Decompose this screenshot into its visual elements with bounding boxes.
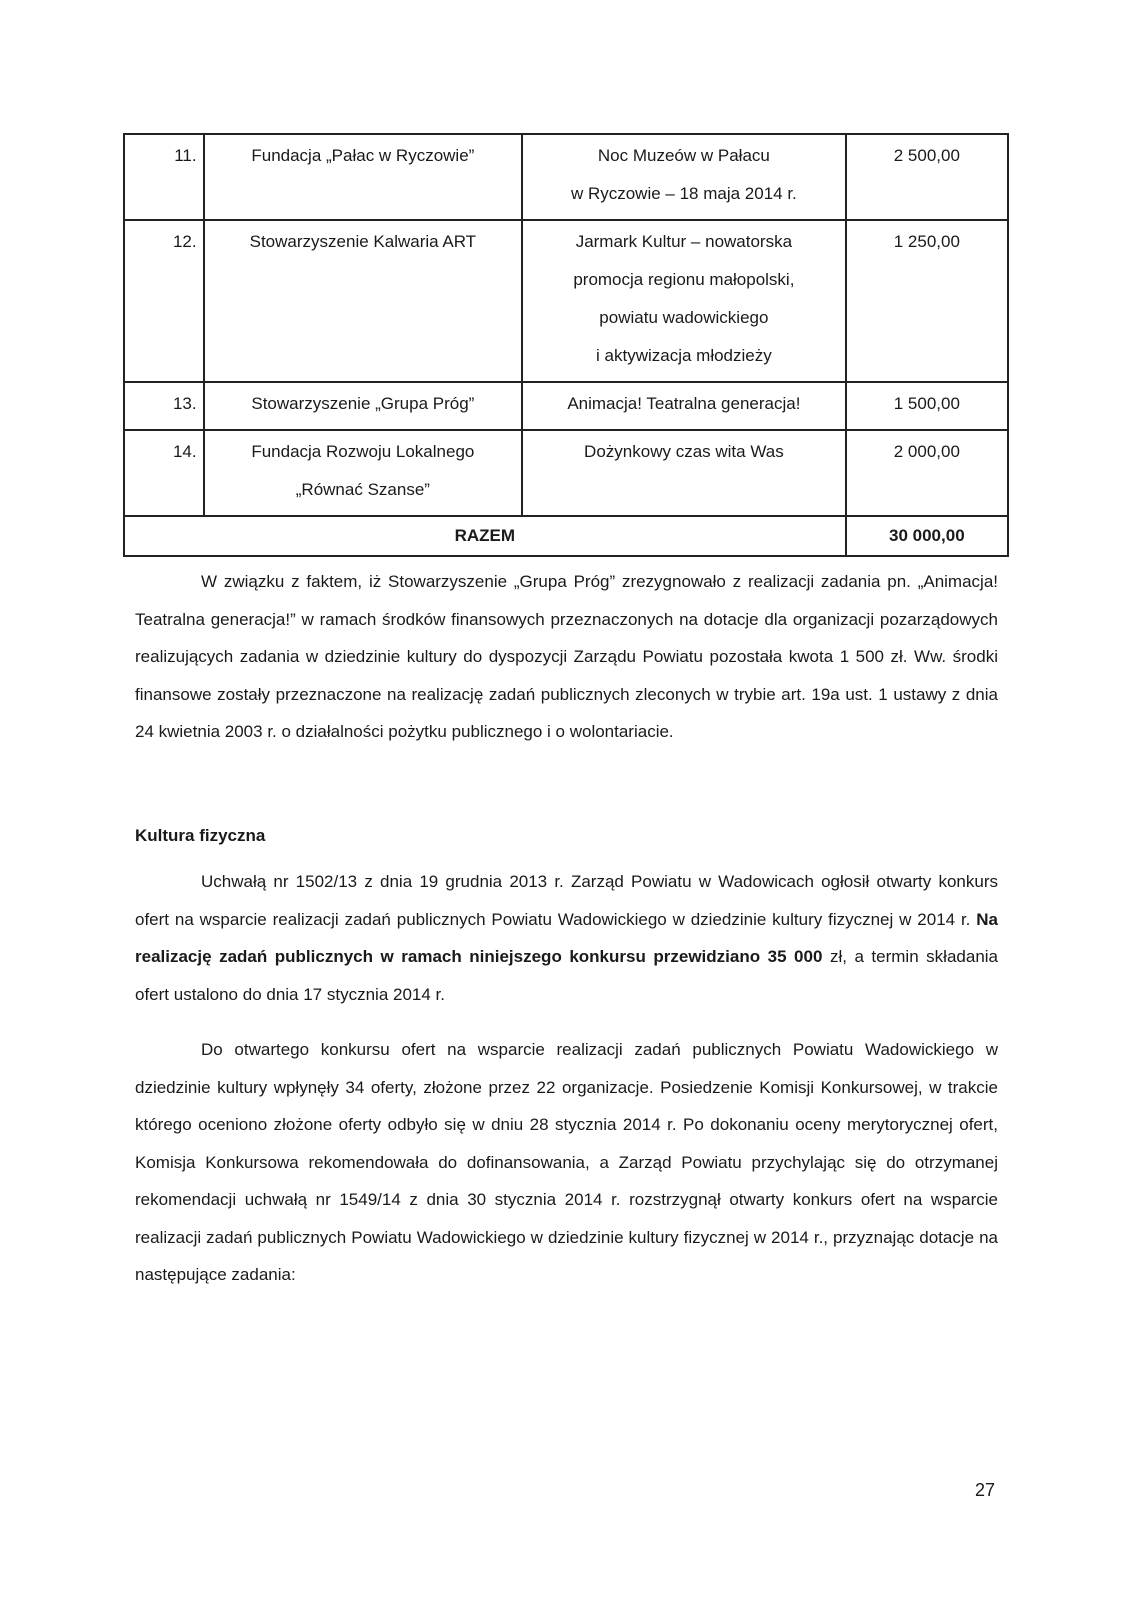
- amount-cell: 1 500,00: [846, 382, 1008, 430]
- organization-line: Stowarzyszenie „Grupa Próg”: [251, 394, 475, 413]
- task-cell: [522, 134, 846, 220]
- page-number: 27: [975, 1480, 996, 1500]
- table-row: [124, 134, 1008, 220]
- paragraph-resignation: [135, 563, 998, 751]
- row-number: 14.: [124, 430, 204, 516]
- amount-cell: 2 500,00: [846, 134, 1008, 220]
- organization-cell: [204, 220, 522, 382]
- amount-cell: 1 250,00: [846, 220, 1008, 382]
- organization-cell: [204, 430, 522, 516]
- paragraph-text: Uchwałą nr 1502/13 z dnia 19 grudnia 2013 r. Zarząd Powiatu w Wadowicach ogłosił otwarty konkurs ofert na wsparcie realizacji zadań publicznych Powiatu Wadowickiego w dziedzinie kultury fizycznej w 2014 r.: [135, 872, 998, 929]
- table-row: [124, 220, 1008, 382]
- organization-line: „Równać Szanse”: [295, 480, 430, 499]
- row-number: 12.: [124, 220, 204, 382]
- organization-line: Fundacja „Pałac w Ryczowie”: [251, 146, 475, 165]
- organization-line: Stowarzyszenie Kalwaria ART: [249, 232, 477, 251]
- task-line: Jarmark Kultur – nowatorska: [575, 232, 793, 251]
- task-line: powiatu wadowickiego: [599, 308, 769, 327]
- paragraph-text: Do otwartego konkursu ofert na wsparcie realizacji zadań publicznych Powiatu Wadowickiego w dziedzinie kultury wpłynęły 34 oferty, złożone przez 22 organizacje. Posiedzenie Komisji Konkursowej, w trakcie którego oceniono złożone oferty odbyło się w dniu 28 stycznia 2014 r. Po dokonaniu oceny merytorycznej ofert, Komisja Konkursowa rekomendowała do dofinansowania, a Zarząd Powiatu przychylając się do otrzymanej rekomendacji uchwałą nr 1549/14 z dnia 30 stycznia 2014 r. rozstrzygnął otwarty konkurs ofert na wsparcie realizacji zadań publicznych Powiatu Wadowickiego w dziedzinie kultury fizycznej w 2014 r., przyznając dotacje na następujące zadania:: [135, 1040, 998, 1284]
- organization-line: Fundacja Rozwoju Lokalnego: [251, 442, 475, 461]
- paragraph-resolution: [135, 863, 998, 1013]
- paragraph-bold-text: Na realizację zadań publicznych w ramach niniejszego konkursu przewidziano 35 000: [135, 909, 998, 966]
- paragraph-offers: [135, 1031, 998, 1294]
- task-line: promocja regionu małopolski,: [573, 270, 795, 289]
- table-row: [124, 382, 1008, 430]
- task-line: Dożynkowy czas wita Was: [584, 442, 784, 461]
- task-line: Noc Muzeów w Pałacu: [597, 146, 770, 165]
- task-line: w Ryczowie – 18 maja 2014 r.: [570, 184, 797, 203]
- total-amount: 30 000,00: [846, 516, 1008, 556]
- total-label: RAZEM: [124, 516, 846, 556]
- table-row: [124, 430, 1008, 516]
- organization-cell: [204, 134, 522, 220]
- grants-table: [123, 133, 1009, 557]
- task-line: i aktywizacja młodzieży: [596, 346, 772, 365]
- task-cell: [522, 382, 846, 430]
- paragraph-text: W związku z faktem, iż Stowarzyszenie „Grupa Próg” zrezygnowało z realizacji zadania pn. „Animacja! Teatralna generacja!” w ramach środków finansowych przeznaczonych na dotacje dla organizacji pozarządowych realizujących zadania w dziedzinie kultury do dyspozycji Zarządu Powiatu pozostała kwota 1 500 zł. Ww. środki finansowe zostały przeznaczone na realizację zadań publicznych zleconych w trybie art. 19a ust. 1 ustawy z dnia 24 kwietnia 2003 r. o działalności pożytku publicznego i o wolontariacie.: [135, 572, 998, 741]
- row-number: 11.: [124, 134, 204, 220]
- total-row: [124, 516, 1008, 556]
- task-line: Animacja! Teatralna generacja!: [567, 394, 801, 413]
- task-cell: [522, 430, 846, 516]
- task-cell: [522, 220, 846, 382]
- paragraph-text: zł, a termin składania ofert ustalono do dnia 17 stycznia 2014 r.: [135, 947, 999, 1004]
- row-number: 13.: [124, 382, 204, 430]
- amount-cell: 2 000,00: [846, 430, 1008, 516]
- organization-cell: [204, 382, 522, 430]
- section-heading: Kultura fizyczna: [135, 826, 266, 845]
